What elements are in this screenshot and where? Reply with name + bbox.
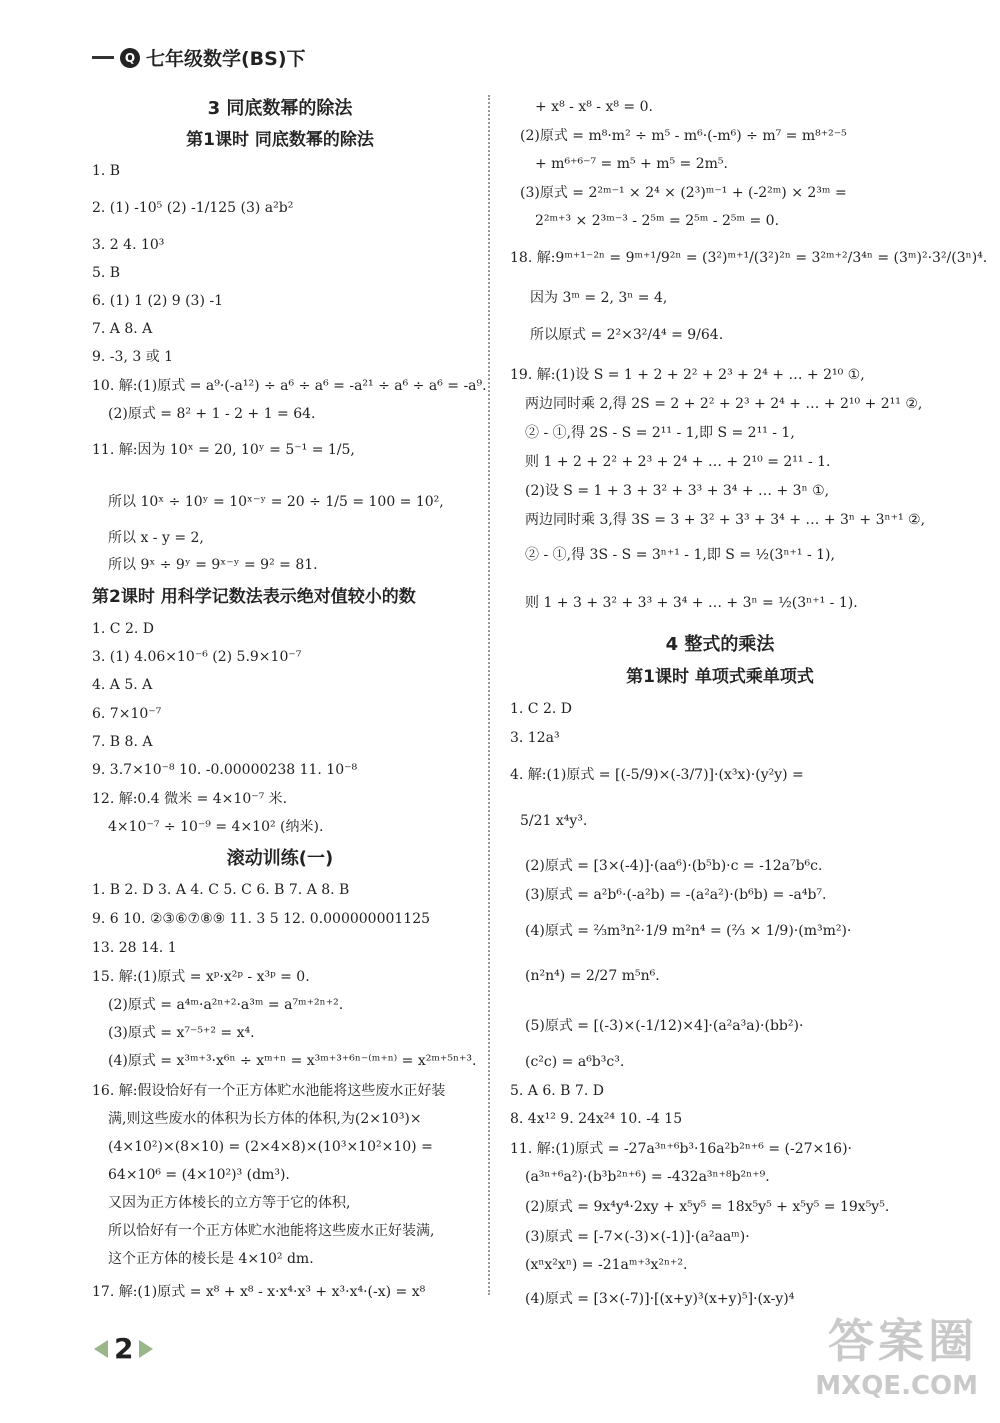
answer-line: 9. 6 10. ②③⑥⑦⑧⑨ 11. 3 5 12. 0.000000001125 bbox=[92, 911, 431, 927]
answer-line: 4×10⁻⁷ ÷ 10⁻⁹ = 4×10² (纳米). bbox=[108, 819, 324, 835]
book-title: 七年级数学(BS)下 bbox=[146, 48, 306, 70]
answer-line: ② - ①,得 2S - S = 2¹¹ - 1,即 S = 2¹¹ - 1, bbox=[525, 425, 795, 441]
answer-line: 18. 解:9ᵐ⁺¹⁻²ⁿ = 9ᵐ⁺¹/9²ⁿ = (3²)ᵐ⁺¹/(3²)²ⁿ = 3²ᵐ⁺²/3⁴ⁿ = (3ᵐ)²·3²/(3ⁿ)⁴. bbox=[510, 250, 988, 266]
watermark bbox=[815, 1305, 978, 1401]
section-heading: 第1课时 单项式乘单项式 bbox=[626, 667, 814, 687]
answer-line: (n²n⁴) = 2/27 m⁵n⁶. bbox=[525, 968, 660, 984]
answer-line: 所以原式 = 2²×3²/4⁴ = 9/64. bbox=[530, 327, 724, 343]
answer-line: (c²c) = a⁶b³c³. bbox=[525, 1054, 625, 1070]
answer-line: 12. 解:0.4 微米 = 4×10⁻⁷ 米. bbox=[92, 791, 288, 807]
answer-line: 16. 解:假设恰好有一个正方体贮水池能将这些废水正好装 bbox=[92, 1083, 446, 1099]
watermark-url: MXQE.COM bbox=[815, 1371, 978, 1401]
answer-line: 6. (1) 1 (2) 9 (3) -1 bbox=[92, 293, 224, 309]
answer-line: (2)原式 = a⁴ᵐ·a²ⁿ⁺²·a³ᵐ = a⁷ᵐ⁺²ⁿ⁺². bbox=[108, 997, 344, 1013]
next-arrow-icon bbox=[139, 1340, 153, 1358]
answer-line: 11. 解:(1)原式 = -27a³ⁿ⁺⁶b³·16a²b²ⁿ⁺⁶ = (-27×16)· bbox=[510, 1141, 852, 1157]
answer-line: 因为 3ᵐ = 2, 3ⁿ = 4, bbox=[530, 290, 668, 306]
answer-line: ② - ①,得 3S - S = 3ⁿ⁺¹ - 1,即 S = ½(3ⁿ⁺¹ - 1), bbox=[525, 547, 835, 563]
answer-line: 9. 3.7×10⁻⁸ 10. -0.00000238 11. 10⁻⁸ bbox=[92, 762, 358, 778]
answer-line: 13. 28 14. 1 bbox=[92, 940, 177, 956]
answer-line: 所以 10ˣ ÷ 10ʸ = 10ˣ⁻ʸ = 20 ÷ 1/5 = 100 = 10², bbox=[108, 494, 444, 510]
answer-line: 7. A 8. A bbox=[92, 321, 153, 337]
answer-line: 5. A 6. B 7. D bbox=[510, 1083, 604, 1099]
answer-line: 15. 解:(1)原式 = xᵖ·x²ᵖ - x³ᵖ = 0. bbox=[92, 969, 310, 985]
answer-line: 1. B 2. D 3. A 4. C 5. C 6. B 7. A 8. B bbox=[92, 882, 350, 898]
answer-line: (2)原式 = m⁸·m² ÷ m⁵ - m⁶·(-m⁶) ÷ m⁷ = m⁸⁺²⁻⁵ bbox=[520, 128, 847, 144]
answer-line: (5)原式 = [(-3)×(-1/12)×4]·(a²a³a)·(bb²)· bbox=[525, 1018, 804, 1034]
answer-line: 则 1 + 3 + 3² + 3³ + 3⁴ + … + 3ⁿ = ½(3ⁿ⁺¹ - 1). bbox=[525, 595, 858, 611]
answer-line: (2)原式 = 8² + 1 - 2 + 1 = 64. bbox=[108, 406, 316, 422]
answer-line: 3. 2 4. 10³ bbox=[92, 237, 165, 253]
section-heading: 第1课时 同底数幂的除法 bbox=[186, 130, 374, 150]
answer-line: (4)原式 = x³ᵐ⁺³·x⁶ⁿ ÷ xᵐ⁺ⁿ = x³ᵐ⁺³⁺⁶ⁿ⁻⁽ᵐ⁺ⁿ⁾ = x²ᵐ⁺⁵ⁿ⁺³. bbox=[108, 1053, 477, 1069]
answer-line: (3)原式 = [-7×(-3)×(-1)]·(a²aaᵐ)· bbox=[525, 1229, 750, 1245]
answer-line: 5/21 x⁴y³. bbox=[520, 813, 588, 829]
answer-line: 4. 解:(1)原式 = [(-5/9)×(-3/7)]·(x³x)·(y²y) = bbox=[510, 767, 804, 783]
answer-line: (2)设 S = 1 + 3 + 3² + 3³ + 3⁴ + … + 3ⁿ ①, bbox=[525, 483, 830, 499]
answer-line: (xⁿx²xⁿ) = -21aᵐ⁺³x²ⁿ⁺². bbox=[525, 1257, 688, 1273]
answer-line: 两边同时乘 2,得 2S = 2 + 2² + 2³ + 2⁴ + … + 2¹⁰ + 2¹¹ ②, bbox=[525, 396, 923, 412]
answer-line: 2. (1) -10⁵ (2) -1/125 (3) a²b² bbox=[92, 200, 294, 216]
answer-line: 1. B bbox=[92, 163, 121, 179]
answer-line: 又因为正方体棱长的立方等于它的体积, bbox=[108, 1195, 351, 1211]
answer-line: (3)原式 = 2²ᵐ⁻¹ × 2⁴ × (2³)ᵐ⁻¹ + (-2²ᵐ) × 2³ᵐ = bbox=[520, 185, 847, 201]
answer-line: 所以恰好有一个正方体贮水池能将这些废水正好装满, bbox=[108, 1223, 435, 1239]
answer-line: 9. -3, 3 或 1 bbox=[92, 349, 174, 365]
section-heading: 滚动训练(一) bbox=[226, 848, 334, 869]
answer-line: (a³ⁿ⁺⁶a²)·(b³b²ⁿ⁺⁶) = -432a³ⁿ⁺⁸b²ⁿ⁺⁹. bbox=[525, 1169, 770, 1185]
answer-line: 6. 7×10⁻⁷ bbox=[92, 706, 162, 722]
answer-line: 满,则这些废水的体积为长方体的体积,为(2×10³)× bbox=[108, 1111, 422, 1127]
answer-line: 3. 12a³ bbox=[510, 730, 560, 746]
answer-line: (4)原式 = ⅔m³n²·1/9 m²n⁴ = (⅔ × 1/9)·(m³m²)· bbox=[525, 923, 852, 939]
answer-line: 所以 9ˣ ÷ 9ʸ = 9ˣ⁻ʸ = 9² = 81. bbox=[108, 557, 318, 573]
answer-line: (4)原式 = [3×(-7)]·[(x+y)³(x+y)⁵]·(x-y)⁴ bbox=[525, 1291, 795, 1307]
answer-line: 11. 解:因为 10ˣ = 20, 10ʸ = 5⁻¹ = 1/5, bbox=[92, 442, 355, 458]
page-header bbox=[92, 44, 306, 71]
section-heading: 第2课时 用科学记数法表示绝对值较小的数 bbox=[92, 587, 416, 607]
answer-line: (4×10²)×(8×10) = (2×4×8)×(10³×10²×10) = bbox=[108, 1139, 433, 1155]
answer-line: (2)原式 = [3×(-4)]·(aa⁶)·(b⁵b)·c = -12a⁷b⁶c. bbox=[525, 858, 823, 874]
section-heading: 4 整式的乘法 bbox=[665, 634, 775, 655]
answer-line: 7. B 8. A bbox=[92, 734, 153, 750]
answer-line: (2)原式 = 9x⁴y⁴·2xy + x⁵y⁵ = 18x⁵y⁵ + x⁵y⁵ = 19x⁵y⁵. bbox=[525, 1199, 890, 1215]
answer-line: 2²ᵐ⁺³ × 2³ᵐ⁻³ - 2⁵ᵐ = 2⁵ᵐ - 2⁵ᵐ = 0. bbox=[535, 213, 780, 229]
page-number: 2 bbox=[114, 1332, 134, 1365]
header-dash bbox=[92, 56, 114, 59]
section-heading: 3 同底数幂的除法 bbox=[207, 98, 353, 119]
answer-line: (3)原式 = x⁷⁻⁵⁺² = x⁴. bbox=[108, 1025, 255, 1041]
answer-line: 两边同时乘 3,得 3S = 3 + 3² + 3³ + 3⁴ + … + 3ⁿ + 3ⁿ⁺¹ ②, bbox=[525, 512, 926, 528]
answer-line: 则 1 + 2 + 2² + 2³ + 2⁴ + … + 2¹⁰ = 2¹¹ - 1. bbox=[525, 454, 831, 470]
answer-line: 1. C 2. D bbox=[92, 621, 155, 637]
answer-line: 10. 解:(1)原式 = a⁹·(-a¹²) ÷ a⁶ ÷ a⁶ = -a²¹ ÷ a⁶ ÷ a⁶ = -a⁹. bbox=[92, 378, 487, 394]
answer-line: 17. 解:(1)原式 = x⁸ + x⁸ - x·x⁴·x³ + x³·x⁴·(-x) = x⁸ bbox=[92, 1284, 426, 1300]
page-number-block bbox=[94, 1332, 153, 1365]
answer-line: 8. 4x¹² 9. 24x²⁴ 10. -4 15 bbox=[510, 1111, 683, 1127]
watermark-logo-text: 答案圈 bbox=[828, 1314, 978, 1368]
answer-line: 这个正方体的棱长是 4×10² dm. bbox=[108, 1251, 314, 1267]
answer-line: 5. B bbox=[92, 265, 121, 281]
answer-line: 3. (1) 4.06×10⁻⁶ (2) 5.9×10⁻⁷ bbox=[92, 649, 302, 665]
answer-line: 19. 解:(1)设 S = 1 + 2 + 2² + 2³ + 2⁴ + … + 2¹⁰ ①, bbox=[510, 367, 865, 383]
answer-line: 1. C 2. D bbox=[510, 701, 573, 717]
column-divider bbox=[488, 95, 490, 1295]
answer-line: 所以 x - y = 2, bbox=[108, 530, 204, 546]
header-logo-icon: Q bbox=[120, 48, 140, 68]
answer-line: 64×10⁶ = (4×10²)³ (dm³). bbox=[108, 1167, 290, 1183]
answer-line: (3)原式 = a²b⁶·(-a²b) = -(a²a²)·(b⁶b) = -a⁴b⁷. bbox=[525, 887, 827, 903]
answer-line: 4. A 5. A bbox=[92, 677, 153, 693]
prev-arrow-icon bbox=[94, 1340, 108, 1358]
answer-line: + x⁸ - x⁸ - x⁸ = 0. bbox=[535, 99, 653, 115]
answer-line: + m⁶⁺⁶⁻⁷ = m⁵ + m⁵ = 2m⁵. bbox=[535, 156, 728, 172]
